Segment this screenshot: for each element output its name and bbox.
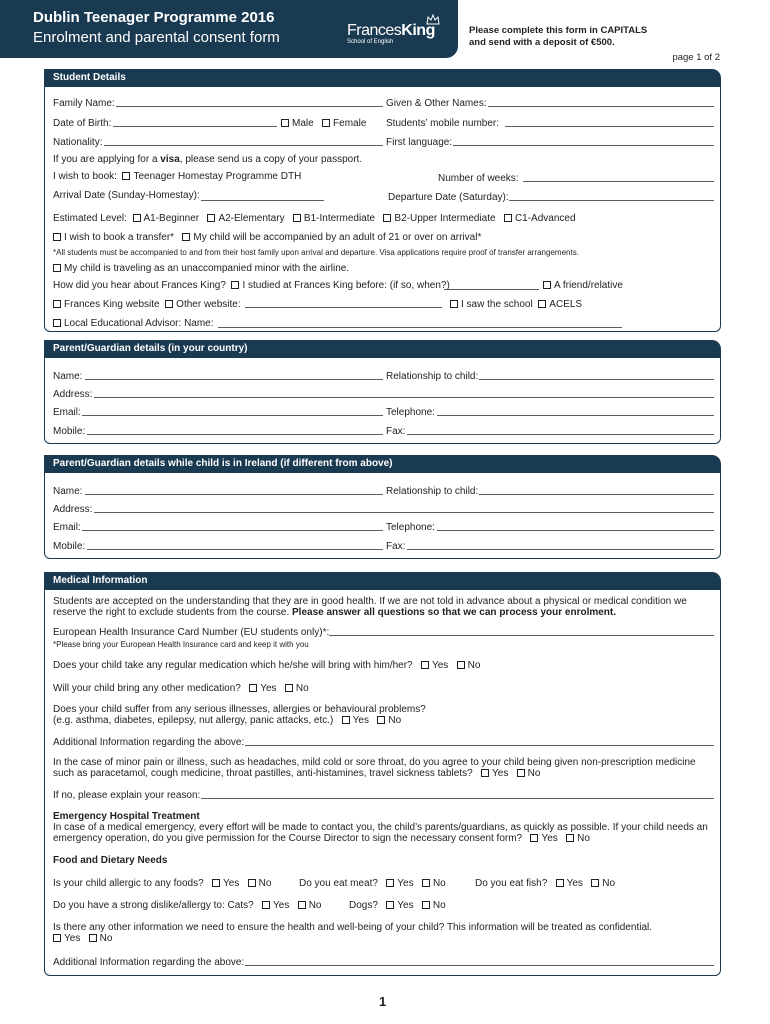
guardian-telephone-field[interactable]	[437, 530, 714, 531]
friend-checkbox[interactable]	[543, 281, 551, 289]
level-row: Estimated Level: A1-Beginner A2-Elementary B1-Intermediate B2-Upper Intermediate C1-Advanced	[53, 213, 576, 224]
parent-relationship-field[interactable]	[479, 379, 714, 380]
additional-info-label: Additional Information regarding the above:	[53, 737, 245, 748]
minor-illness-no-checkbox[interactable]	[517, 769, 525, 777]
fish-no-checkbox[interactable]	[591, 879, 599, 887]
first-language-field[interactable]	[453, 145, 714, 146]
emergency-no-checkbox[interactable]	[566, 834, 574, 842]
studied-when-field[interactable]	[444, 289, 539, 290]
meat-yes-checkbox[interactable]	[386, 879, 394, 887]
weeks-field[interactable]	[523, 181, 714, 182]
nationality-label: Nationality:	[53, 137, 103, 148]
friend-option: A friend/relative	[543, 280, 623, 291]
guardian-mobile-field[interactable]	[87, 549, 383, 550]
guardian-relationship-label: Relationship to child:	[386, 486, 479, 497]
level-b2-checkbox[interactable]	[383, 214, 391, 222]
gender-options: Male Female	[281, 118, 366, 129]
visa-note: If you are applying for a visa, please send us a copy of your passport.	[53, 154, 363, 165]
crown-icon	[426, 14, 440, 26]
page-number: 1	[379, 994, 387, 1009]
emergency-title: Emergency Hospital Treatment	[53, 811, 200, 822]
form-title: Dublin Teenager Programme 2016	[33, 9, 275, 26]
level-b1-checkbox[interactable]	[293, 214, 301, 222]
guardian-name-field[interactable]	[85, 494, 383, 495]
section-title: Parent/Guardian details while child is in Ireland (if different from above)	[44, 455, 721, 473]
advisor-row: Local Educational Advisor: Name:	[53, 318, 214, 329]
arrival-label: Arrival Date (Sunday-Homestay):	[53, 190, 200, 201]
wellbeing-question: Is there any other information we need to ensure the health and well-being of your child? This information will be treated as confidential. Yes No	[53, 922, 653, 944]
dogs-yes-checkbox[interactable]	[386, 901, 394, 909]
parent-fax-label: Fax:	[386, 426, 406, 437]
parent-telephone-field[interactable]	[437, 415, 714, 416]
guardian-fax-field[interactable]	[407, 549, 714, 550]
additional-info-2-label: Additional Information regarding the above:	[53, 957, 245, 968]
other-website-checkbox[interactable]	[165, 300, 173, 308]
dob-field[interactable]	[113, 126, 277, 127]
programme-checkbox[interactable]	[122, 172, 130, 180]
studied-before-checkbox[interactable]	[231, 281, 239, 289]
parent-email-field[interactable]	[82, 415, 383, 416]
mobile-label: Students’ mobile number:	[386, 118, 500, 129]
illness-yes-checkbox[interactable]	[342, 716, 350, 724]
form-header	[0, 0, 770, 63]
meat-row: Do you eat meat? Yes No	[299, 878, 446, 889]
page-indicator: page 1 of 2	[672, 52, 720, 63]
weeks-label: Number of weeks:	[438, 173, 519, 184]
illness-no-checkbox[interactable]	[377, 716, 385, 724]
other-medication-row: Will your child bring any other medication? Yes No	[53, 683, 309, 694]
hear-row: How did you hear about Frances King? I studied at Frances King before: (if so, when?)	[53, 280, 450, 291]
guardian-email-field[interactable]	[82, 530, 383, 531]
advisor-checkbox[interactable]	[53, 319, 61, 327]
ehic-field[interactable]	[329, 635, 714, 636]
cats-no-checkbox[interactable]	[298, 901, 306, 909]
if-no-field[interactable]	[201, 798, 714, 799]
emergency-question: In case of a medical emergency, every effort will be made to contact you, the child’s parents/guardians, as quickly as possible. If your child needs an emergency operation, do you give permission for the Course Director to sign the necessary consent form? Yes No	[53, 822, 708, 844]
instructions-note: Please complete this form in CAPITALS and send with a deposit of €500.	[469, 25, 648, 48]
fish-row: Do you eat fish? Yes No	[475, 878, 616, 889]
guardian-telephone-label: Telephone:	[386, 522, 435, 533]
parent-fax-field[interactable]	[407, 434, 714, 435]
level-a2-checkbox[interactable]	[207, 214, 215, 222]
food-allergy-no-checkbox[interactable]	[248, 879, 256, 887]
minor-illness-yes-checkbox[interactable]	[481, 769, 489, 777]
parent-address-field[interactable]	[94, 397, 714, 398]
parent-name-label: Name:	[53, 371, 83, 382]
family-name-label: Family Name:	[53, 98, 115, 109]
male-checkbox[interactable]	[281, 119, 289, 127]
transfer-checkbox[interactable]	[53, 233, 61, 241]
dob-label: Date of Birth:	[53, 118, 112, 129]
ehic-label: European Health Insurance Card Number (EU students only)*:	[53, 627, 330, 638]
parent-mobile-label: Mobile:	[53, 426, 86, 437]
food-allergy-row: Is your child allergic to any foods? Yes No	[53, 878, 272, 889]
regular-medication-row: Does your child take any regular medication which he/she will bring with him/her? Yes No	[53, 660, 481, 671]
additional-info-field[interactable]	[245, 745, 714, 746]
parent-name-field[interactable]	[85, 379, 383, 380]
level-c1-checkbox[interactable]	[504, 214, 512, 222]
transfer-note: *All students must be accompanied to and from their host family upon arrival and departure. Visa applications require proof of transfer arrangements.	[53, 248, 579, 257]
other-medication-no-checkbox[interactable]	[285, 684, 293, 692]
food-allergy-yes-checkbox[interactable]	[212, 879, 220, 887]
guardian-mobile-label: Mobile:	[53, 541, 86, 552]
guardian-relationship-field[interactable]	[479, 494, 714, 495]
accompanied-checkbox[interactable]	[182, 233, 190, 241]
dogs-row: Dogs? Yes No	[349, 900, 446, 911]
female-checkbox[interactable]	[322, 119, 330, 127]
unaccompanied-row: My child is traveling as an unaccompanied minor with the airline.	[53, 263, 349, 274]
illness-question: Does your child suffer from any serious illnesses, allergies or behavioural problems? (e.g. asthma, diabetes, epilepsy, nut allergy, panic attacks, etc.) Yes No	[53, 704, 426, 726]
form-subtitle: Enrolment and parental consent form	[33, 29, 280, 46]
level-a1-checkbox[interactable]	[133, 214, 141, 222]
wellbeing-no-checkbox[interactable]	[89, 934, 97, 942]
website-checkbox[interactable]	[53, 300, 61, 308]
programme-row: I wish to book: Teenager Homestay Programme DTH	[53, 171, 302, 182]
food-title: Food and Dietary Needs	[53, 855, 168, 866]
guardian-email-label: Email:	[53, 522, 81, 533]
given-names-field[interactable]	[488, 106, 714, 107]
parent-mobile-field[interactable]	[87, 434, 383, 435]
other-website-field[interactable]	[245, 307, 442, 308]
saw-school-checkbox[interactable]	[450, 300, 458, 308]
unaccompanied-checkbox[interactable]	[53, 264, 61, 272]
departure-label: Departure Date (Saturday):	[388, 192, 509, 203]
guardian-address-label: Address:	[53, 504, 93, 515]
guardian-name-label: Name:	[53, 486, 83, 497]
if-no-label: If no, please explain your reason:	[53, 790, 201, 801]
cats-yes-checkbox[interactable]	[262, 901, 270, 909]
guardian-fax-label: Fax:	[386, 541, 406, 552]
section-title: Medical Information	[44, 572, 721, 590]
family-name-field[interactable]	[116, 106, 383, 107]
additional-info-2-field[interactable]	[245, 965, 714, 966]
departure-field[interactable]	[509, 200, 714, 201]
other-medication-yes-checkbox[interactable]	[249, 684, 257, 692]
transfer-row: I wish to book a transfer* My child will be accompanied by an adult of 21 or over on arrival*	[53, 232, 481, 243]
cats-row: Do you have a strong dislike/allergy to: Cats? Yes No	[53, 900, 322, 911]
regular-medication-yes-checkbox[interactable]	[421, 661, 429, 669]
mobile-field[interactable]	[505, 126, 714, 127]
emergency-yes-checkbox[interactable]	[530, 834, 538, 842]
section-title: Student Details	[44, 69, 721, 87]
parent-address-label: Address:	[53, 389, 93, 400]
ehic-note: *Please bring your European Health Insurance card and keep it with you	[53, 640, 309, 649]
first-language-label: First language:	[386, 137, 453, 148]
parent-details-section	[44, 343, 721, 444]
fish-yes-checkbox[interactable]	[556, 879, 564, 887]
given-names-label: Given & Other Names:	[386, 98, 487, 109]
dogs-no-checkbox[interactable]	[422, 901, 430, 909]
wellbeing-yes-checkbox[interactable]	[53, 934, 61, 942]
section-title: Parent/Guardian details (in your country)	[44, 340, 721, 358]
parent-email-label: Email:	[53, 407, 81, 418]
saw-school-option: I saw the school ACELS	[450, 299, 582, 310]
regular-medication-no-checkbox[interactable]	[457, 661, 465, 669]
arrival-field[interactable]	[201, 200, 324, 201]
parent-telephone-label: Telephone:	[386, 407, 435, 418]
website-row: Frances King website Other website:	[53, 299, 241, 310]
advisor-field[interactable]	[218, 327, 622, 328]
medical-intro: Students are accepted on the understanding that they are in good health. If we are not told in advance about a physical or medical condition we reserve the right to exclude students from the course. Please answer all questions so that we can process your enrolment.	[53, 596, 687, 618]
nationality-field[interactable]	[104, 145, 383, 146]
minor-illness-question: In the case of minor pain or illness, such as headaches, mild cold or sore throat, do you agree to your child being given non-prescription medicine such as paracetamol, cough medicine, throat pastilles, anti-histamines, travel sickness tablets? Yes No	[53, 757, 696, 779]
acels-checkbox[interactable]	[538, 300, 546, 308]
student-details-section	[44, 72, 721, 332]
meat-no-checkbox[interactable]	[422, 879, 430, 887]
guardian-ireland-section	[44, 458, 721, 559]
school-logo: FrancesKing School of English	[347, 22, 435, 45]
guardian-address-field[interactable]	[94, 512, 714, 513]
parent-relationship-label: Relationship to child:	[386, 371, 479, 382]
